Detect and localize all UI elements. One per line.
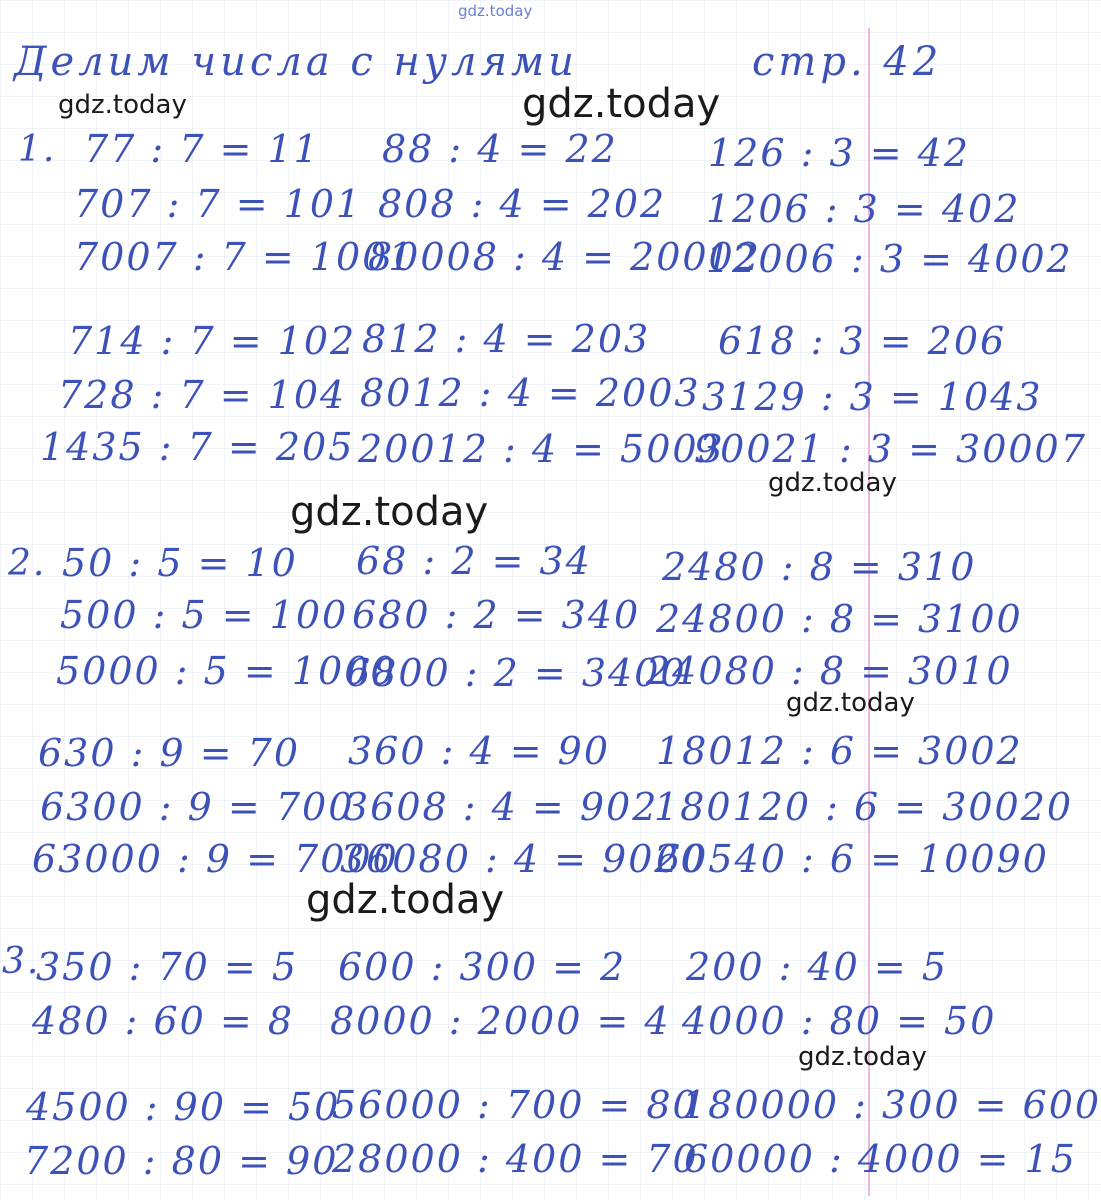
equation: 3129 : 3 = 1043 — [702, 375, 1043, 419]
equation: 60000 : 4000 = 15 — [684, 1137, 1077, 1181]
equation: 90021 : 3 = 30007 — [694, 427, 1087, 471]
equation: 180000 : 300 = 600 — [682, 1083, 1101, 1127]
equation: 350 : 70 = 5 — [36, 945, 299, 989]
task-number: 3. — [2, 941, 41, 982]
watermark: gdz.today — [58, 90, 187, 120]
watermark: gdz.today — [306, 877, 505, 923]
equation: 6300 : 9 = 700 — [40, 785, 355, 829]
equation: 3608 : 4 = 902 — [344, 785, 659, 829]
equation: 1435 : 7 = 205 — [40, 425, 355, 469]
equation: 50 : 5 = 10 — [62, 541, 298, 585]
page-number: стр. 42 — [752, 39, 943, 85]
equation: 68 : 2 = 34 — [356, 539, 592, 583]
equation: 20012 : 4 = 5003 — [358, 427, 725, 471]
equation: 2480 : 8 = 310 — [662, 545, 977, 589]
equation: 5000 : 5 = 1000 — [56, 649, 397, 693]
equation: 812 : 4 = 203 — [362, 317, 651, 361]
equation: 728 : 7 = 104 — [58, 373, 347, 417]
equation: 63000 : 9 = 7000 — [32, 837, 399, 881]
watermark: gdz.today — [798, 1042, 927, 1072]
watermark: gdz.today — [522, 81, 721, 127]
task-number: 2. — [8, 543, 47, 584]
equation: 126 : 3 = 42 — [708, 131, 971, 175]
equation: 18012 : 6 = 3002 — [656, 729, 1023, 773]
equation: 60540 : 6 = 10090 — [656, 837, 1049, 881]
equation: 200 : 40 = 5 — [686, 945, 949, 989]
equation: 500 : 5 = 100 — [60, 593, 349, 637]
page-heading: Делим числа с нулями — [14, 39, 578, 85]
equation: 4000 : 80 = 50 — [682, 999, 997, 1043]
equation: 808 : 4 = 202 — [378, 182, 667, 226]
equation: 36080 : 4 = 9020 — [340, 837, 707, 881]
equation: 714 : 7 = 102 — [68, 319, 357, 363]
equation: 360 : 4 = 90 — [348, 729, 611, 773]
equation: 77 : 7 = 11 — [84, 127, 320, 171]
equation: 56000 : 700 = 80 — [332, 1083, 699, 1127]
equation: 7007 : 7 = 1001 — [74, 235, 415, 279]
equation: 180120 : 6 = 30020 — [654, 785, 1074, 829]
equation: 7200 : 80 = 90 — [24, 1139, 339, 1183]
equation: 480 : 60 = 8 — [32, 999, 295, 1043]
watermark: gdz.today — [786, 688, 915, 718]
equation: 630 : 9 = 70 — [38, 731, 301, 775]
equation: 80008 : 4 = 20002 — [368, 235, 761, 279]
watermark: gdz.today — [768, 468, 897, 498]
equation: 618 : 3 = 206 — [718, 319, 1007, 363]
equation: 28000 : 400 = 70 — [332, 1137, 699, 1181]
equation: 707 : 7 = 101 — [74, 182, 363, 226]
equation: 24080 : 8 = 3010 — [646, 649, 1013, 693]
equation: 4500 : 90 = 50 — [26, 1085, 341, 1129]
watermark-top: gdz.today — [458, 2, 533, 20]
equation: 12006 : 3 = 4002 — [706, 237, 1073, 281]
equation: 6800 : 2 = 3400 — [346, 651, 687, 695]
watermark: gdz.today — [290, 489, 489, 535]
equation: 680 : 2 = 340 — [352, 593, 641, 637]
equation: 600 : 300 = 2 — [338, 945, 627, 989]
task-number: 1. — [18, 129, 57, 170]
equation: 8012 : 4 = 2003 — [360, 371, 701, 415]
equation: 88 : 4 = 22 — [382, 127, 618, 171]
equation: 24800 : 8 = 3100 — [656, 597, 1023, 641]
equation: 1206 : 3 = 402 — [706, 187, 1021, 231]
equation: 8000 : 2000 = 4 — [330, 999, 671, 1043]
